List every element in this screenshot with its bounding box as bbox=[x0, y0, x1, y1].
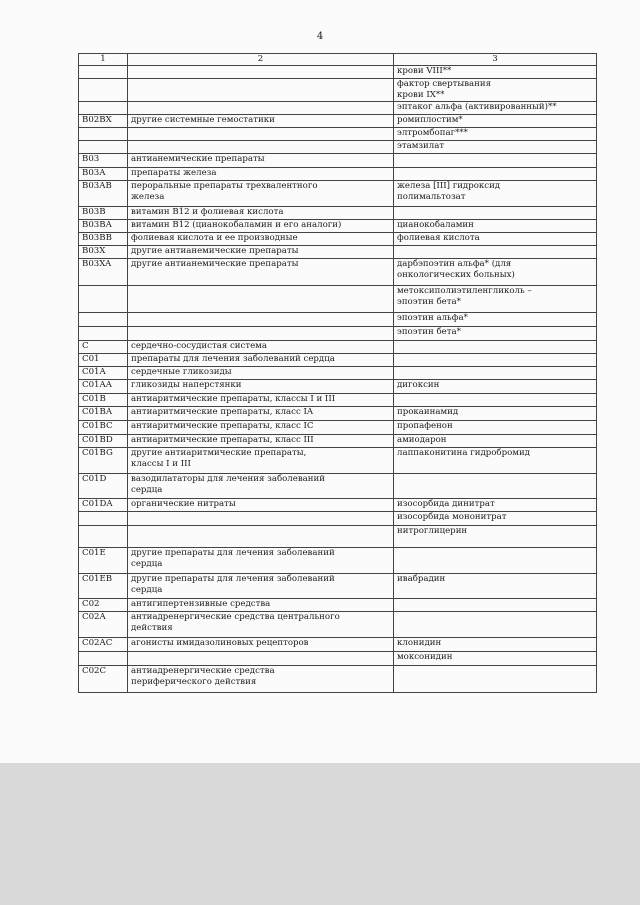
table-row bbox=[79, 259, 597, 286]
group-name-cell: антигипертензивные средства bbox=[128, 599, 394, 612]
group-name-cell: другие антианемические препараты bbox=[128, 246, 394, 259]
drug-name-cell: пропафенон bbox=[394, 421, 597, 435]
table-header-row bbox=[79, 54, 597, 66]
group-name-cell: препараты для лечения заболеваний сердца bbox=[128, 354, 394, 367]
group-name-cell: витамин B12 (цианокобаламин и его аналоги) bbox=[128, 220, 394, 233]
atc-code-cell bbox=[79, 526, 128, 548]
group-name-cell bbox=[128, 512, 394, 526]
table-row bbox=[79, 638, 597, 652]
drug-name-cell: изосорбида мононитрат bbox=[394, 512, 597, 526]
atc-code-cell: C02AC bbox=[79, 638, 128, 652]
table-row bbox=[79, 115, 597, 128]
group-name-cell: антианемические препараты bbox=[128, 154, 394, 168]
group-name-cell bbox=[128, 128, 394, 141]
group-name-cell: антиаритмические препараты, класс IC bbox=[128, 421, 394, 435]
table-row bbox=[79, 128, 597, 141]
drug-classification-table bbox=[78, 53, 597, 693]
table-row bbox=[79, 141, 597, 154]
drug-name-cell bbox=[394, 548, 597, 574]
atc-code-cell bbox=[79, 128, 128, 141]
atc-code-cell bbox=[79, 141, 128, 154]
table-row bbox=[79, 102, 597, 115]
table-row bbox=[79, 574, 597, 599]
drug-name-cell bbox=[394, 474, 597, 499]
header-col-3: 3 bbox=[394, 54, 597, 66]
atc-code-cell: B03AB bbox=[79, 181, 128, 207]
atc-code-cell: C bbox=[79, 341, 128, 354]
table-row bbox=[79, 612, 597, 638]
group-name-cell bbox=[128, 66, 394, 79]
table-row bbox=[79, 394, 597, 407]
atc-code-cell: C01BA bbox=[79, 407, 128, 421]
drug-name-cell: этамзилат bbox=[394, 141, 597, 154]
drug-name-cell: ивабрадин bbox=[394, 574, 597, 599]
table-row bbox=[79, 448, 597, 474]
drug-name-cell bbox=[394, 154, 597, 168]
atc-code-cell bbox=[79, 102, 128, 115]
group-name-cell: витамин B12 и фолиевая кислота bbox=[128, 207, 394, 220]
atc-code-cell: B03X bbox=[79, 246, 128, 259]
atc-code-cell: B03A bbox=[79, 168, 128, 181]
group-name-cell bbox=[128, 141, 394, 154]
group-name-cell: пероральные препараты трехвалентного железа bbox=[128, 181, 394, 207]
group-name-cell: другие антианемические препараты bbox=[128, 259, 394, 286]
group-name-cell: антиадренергические средства центрального действия bbox=[128, 612, 394, 638]
group-name-cell: антиаритмические препараты, классы I и III bbox=[128, 394, 394, 407]
table-row bbox=[79, 526, 597, 548]
group-name-cell: антиадренергические средства периферического действия bbox=[128, 666, 394, 693]
table-row bbox=[79, 548, 597, 574]
atc-code-cell: C01 bbox=[79, 354, 128, 367]
drug-name-cell: железа [III] гидроксид полимальтозат bbox=[394, 181, 597, 207]
drug-name-cell: дарбэпоэтин альфа* (для онкологических больных) bbox=[394, 259, 597, 286]
drug-name-cell: эптаког альфа (активированный)** bbox=[394, 102, 597, 115]
table-row bbox=[79, 407, 597, 421]
group-name-cell bbox=[128, 313, 394, 327]
atc-code-cell: C01EB bbox=[79, 574, 128, 599]
drug-name-cell: фактор свертывания крови IX** bbox=[394, 79, 597, 102]
atc-code-cell bbox=[79, 512, 128, 526]
table-row bbox=[79, 354, 597, 367]
drug-name-cell bbox=[394, 207, 597, 220]
drug-name-cell bbox=[394, 394, 597, 407]
group-name-cell: антиаритмические препараты, класс III bbox=[128, 435, 394, 448]
table-row bbox=[79, 168, 597, 181]
drug-name-cell bbox=[394, 354, 597, 367]
atc-code-cell: C01BC bbox=[79, 421, 128, 435]
table-row bbox=[79, 380, 597, 394]
table-row bbox=[79, 367, 597, 380]
table-row bbox=[79, 327, 597, 341]
table-row bbox=[79, 181, 597, 207]
table-row bbox=[79, 233, 597, 246]
drug-name-cell bbox=[394, 666, 597, 693]
atc-code-cell: C01BG bbox=[79, 448, 128, 474]
table-row bbox=[79, 474, 597, 499]
atc-code-cell bbox=[79, 327, 128, 341]
table-row bbox=[79, 79, 597, 102]
table-row bbox=[79, 286, 597, 313]
group-name-cell: органические нитраты bbox=[128, 499, 394, 512]
group-name-cell bbox=[128, 79, 394, 102]
header-col-1: 1 bbox=[79, 54, 128, 66]
group-name-cell bbox=[128, 327, 394, 341]
drug-name-cell: метоксиполиэтиленгликоль – эпоэтин бета* bbox=[394, 286, 597, 313]
drug-name-cell: элтромбопаг*** bbox=[394, 128, 597, 141]
group-name-cell: сердечно-сосудистая система bbox=[128, 341, 394, 354]
group-name-cell: другие препараты для лечения заболеваний сердца bbox=[128, 574, 394, 599]
atc-code-cell bbox=[79, 652, 128, 666]
drug-name-cell: моксонидин bbox=[394, 652, 597, 666]
atc-code-cell: C01AA bbox=[79, 380, 128, 394]
drug-name-cell bbox=[394, 341, 597, 354]
atc-code-cell: C01BD bbox=[79, 435, 128, 448]
table-row bbox=[79, 499, 597, 512]
atc-code-cell: C02C bbox=[79, 666, 128, 693]
atc-code-cell: C01A bbox=[79, 367, 128, 380]
atc-code-cell: B02BX bbox=[79, 115, 128, 128]
table-row bbox=[79, 435, 597, 448]
group-name-cell: антиаритмические препараты, класс IA bbox=[128, 407, 394, 421]
group-name-cell: другие системные гемостатики bbox=[128, 115, 394, 128]
table-row bbox=[79, 421, 597, 435]
drug-name-cell: клонидин bbox=[394, 638, 597, 652]
atc-code-cell bbox=[79, 79, 128, 102]
drug-name-cell: крови VIII** bbox=[394, 66, 597, 79]
atc-code-cell bbox=[79, 286, 128, 313]
drug-name-cell bbox=[394, 599, 597, 612]
atc-code-cell: C01B bbox=[79, 394, 128, 407]
drug-name-cell bbox=[394, 246, 597, 259]
atc-code-cell bbox=[79, 66, 128, 79]
table-row bbox=[79, 313, 597, 327]
group-name-cell bbox=[128, 526, 394, 548]
group-name-cell: другие антиаритмические препараты, классы I и III bbox=[128, 448, 394, 474]
table-row bbox=[79, 66, 597, 79]
atc-code-cell bbox=[79, 313, 128, 327]
table-row bbox=[79, 512, 597, 526]
atc-code-cell: B03 bbox=[79, 154, 128, 168]
table-row bbox=[79, 154, 597, 168]
drug-name-cell bbox=[394, 612, 597, 638]
group-name-cell: гликозиды наперстянки bbox=[128, 380, 394, 394]
drug-name-cell: эпоэтин альфа* bbox=[394, 313, 597, 327]
drug-name-cell: цианокобаламин bbox=[394, 220, 597, 233]
drug-name-cell bbox=[394, 367, 597, 380]
atc-code-cell: B03XA bbox=[79, 259, 128, 286]
group-name-cell: другие препараты для лечения заболеваний сердца bbox=[128, 548, 394, 574]
group-name-cell: агонисты имидазолиновых рецепторов bbox=[128, 638, 394, 652]
drug-name-cell: амиодарон bbox=[394, 435, 597, 448]
drug-name-cell: лаппаконитина гидробромид bbox=[394, 448, 597, 474]
atc-code-cell: C01E bbox=[79, 548, 128, 574]
table-row bbox=[79, 599, 597, 612]
group-name-cell: препараты железа bbox=[128, 168, 394, 181]
drug-name-cell: нитроглицерин bbox=[394, 526, 597, 548]
drug-name-cell: эпоэтин бета* bbox=[394, 327, 597, 341]
table-row bbox=[79, 207, 597, 220]
header-col-2: 2 bbox=[128, 54, 394, 66]
table-row bbox=[79, 246, 597, 259]
atc-code-cell: C02A bbox=[79, 612, 128, 638]
atc-code-cell: C02 bbox=[79, 599, 128, 612]
atc-code-cell: C01DA bbox=[79, 499, 128, 512]
table-row bbox=[79, 652, 597, 666]
atc-code-cell: B03BA bbox=[79, 220, 128, 233]
atc-code-cell: B03BB bbox=[79, 233, 128, 246]
table-row bbox=[79, 341, 597, 354]
group-name-cell: вазодилататоры для лечения заболеваний сердца bbox=[128, 474, 394, 499]
group-name-cell bbox=[128, 102, 394, 115]
drug-name-cell: фолиевая кислота bbox=[394, 233, 597, 246]
group-name-cell bbox=[128, 652, 394, 666]
drug-name-cell: прокаинамид bbox=[394, 407, 597, 421]
page-number: 4 bbox=[316, 31, 324, 42]
drug-name-cell: изосорбида динитрат bbox=[394, 499, 597, 512]
group-name-cell: сердечные гликозиды bbox=[128, 367, 394, 380]
atc-code-cell: B03B bbox=[79, 207, 128, 220]
drug-name-cell: ромиплостим* bbox=[394, 115, 597, 128]
group-name-cell bbox=[128, 286, 394, 313]
atc-code-cell: C01D bbox=[79, 474, 128, 499]
group-name-cell: фолиевая кислота и ее производные bbox=[128, 233, 394, 246]
table-row bbox=[79, 220, 597, 233]
table-row bbox=[79, 666, 597, 693]
drug-name-cell bbox=[394, 168, 597, 181]
drug-name-cell: дигоксин bbox=[394, 380, 597, 394]
